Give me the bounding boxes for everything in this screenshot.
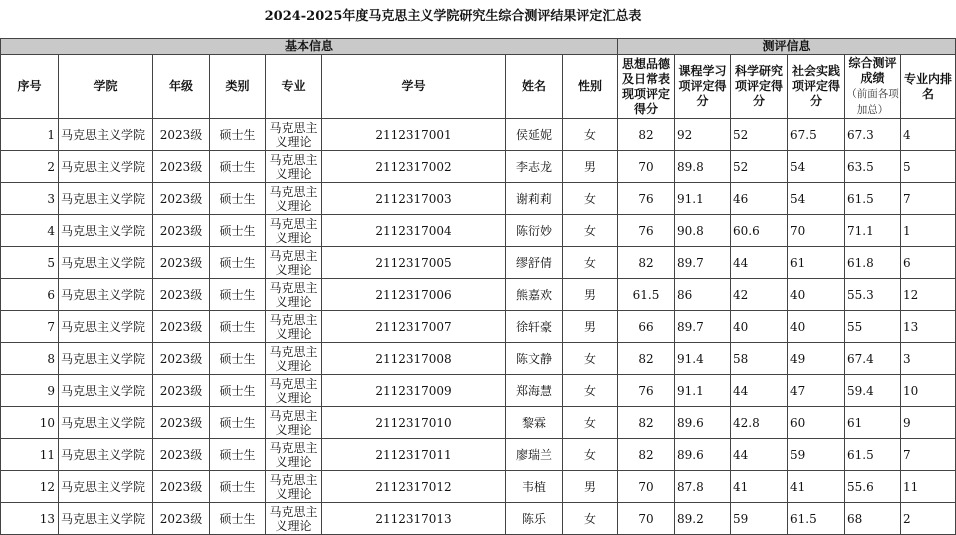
cell-category: 硕士生 (210, 343, 266, 375)
cell-moral: 66 (618, 311, 675, 343)
cell-major: 马克思主义理论 (266, 503, 322, 535)
cell-student-id: 2112317003 (322, 183, 506, 215)
cell-student-id: 2112317006 (322, 279, 506, 311)
cell-practice: 54 (788, 183, 845, 215)
cell-course: 89.2 (675, 503, 731, 535)
cell-major: 马克思主义理论 (266, 343, 322, 375)
section-eval-info: 测评信息 (618, 39, 956, 55)
table-row (1, 311, 956, 343)
cell-total: 71.1 (845, 215, 901, 247)
cell-seq: 13 (1, 503, 59, 535)
cell-name: 韦植 (506, 471, 563, 503)
cell-grade: 2023级 (153, 119, 210, 151)
cell-category: 硕士生 (210, 407, 266, 439)
cell-research: 60.6 (731, 215, 788, 247)
cell-gender: 女 (563, 439, 618, 471)
cell-practice: 67.5 (788, 119, 845, 151)
cell-total: 68 (845, 503, 901, 535)
cell-name: 廖瑞兰 (506, 439, 563, 471)
cell-major: 马克思主义理论 (266, 183, 322, 215)
cell-rank: 3 (901, 343, 956, 375)
cell-student-id: 2112317011 (322, 439, 506, 471)
cell-moral: 76 (618, 215, 675, 247)
cell-college: 马克思主义学院 (59, 279, 153, 311)
page-title: 2024-2025年度马克思主义学院研究生综合测评结果评定汇总表 (264, 9, 642, 24)
cell-gender: 女 (563, 215, 618, 247)
cell-gender: 男 (563, 471, 618, 503)
cell-total: 59.4 (845, 375, 901, 407)
col-header-name: 姓名 (506, 55, 563, 119)
cell-research: 44 (731, 439, 788, 471)
table-row (1, 279, 956, 311)
cell-practice: 59 (788, 439, 845, 471)
cell-course: 90.8 (675, 215, 731, 247)
col-header-research: 科学研究项评定得分 (731, 55, 788, 119)
cell-moral: 70 (618, 503, 675, 535)
cell-course: 89.8 (675, 151, 731, 183)
cell-category: 硕士生 (210, 151, 266, 183)
col-header-seq: 序号 (1, 55, 59, 119)
cell-total: 67.3 (845, 119, 901, 151)
table-row (1, 503, 956, 535)
cell-course: 92 (675, 119, 731, 151)
cell-grade: 2023级 (153, 215, 210, 247)
cell-rank: 7 (901, 439, 956, 471)
cell-practice: 61.5 (788, 503, 845, 535)
cell-gender: 女 (563, 343, 618, 375)
cell-course: 89.6 (675, 407, 731, 439)
cell-research: 41 (731, 471, 788, 503)
cell-student-id: 2112317008 (322, 343, 506, 375)
cell-name: 陈衍妙 (506, 215, 563, 247)
cell-rank: 12 (901, 279, 956, 311)
cell-major: 马克思主义理论 (266, 215, 322, 247)
table-row (1, 247, 956, 279)
cell-name: 陈乐 (506, 503, 563, 535)
cell-seq: 2 (1, 151, 59, 183)
cell-college: 马克思主义学院 (59, 471, 153, 503)
col-header-category: 类别 (210, 55, 266, 119)
cell-total: 63.5 (845, 151, 901, 183)
cell-name: 李志龙 (506, 151, 563, 183)
cell-grade: 2023级 (153, 247, 210, 279)
cell-category: 硕士生 (210, 375, 266, 407)
cell-moral: 76 (618, 183, 675, 215)
cell-moral: 82 (618, 119, 675, 151)
table-row (1, 471, 956, 503)
cell-seq: 10 (1, 407, 59, 439)
cell-practice: 40 (788, 311, 845, 343)
col-header-grade: 年级 (153, 55, 210, 119)
cell-course: 89.7 (675, 311, 731, 343)
col-header-rank: 专业内排名 (901, 55, 956, 119)
cell-grade: 2023级 (153, 279, 210, 311)
cell-course: 91.4 (675, 343, 731, 375)
cell-grade: 2023级 (153, 439, 210, 471)
cell-practice: 40 (788, 279, 845, 311)
cell-total: 61.5 (845, 439, 901, 471)
cell-student-id: 2112317001 (322, 119, 506, 151)
table-row (1, 407, 956, 439)
cell-category: 硕士生 (210, 247, 266, 279)
cell-rank: 11 (901, 471, 956, 503)
cell-grade: 2023级 (153, 503, 210, 535)
cell-research: 42.8 (731, 407, 788, 439)
cell-name: 郑海慧 (506, 375, 563, 407)
cell-category: 硕士生 (210, 215, 266, 247)
cell-rank: 2 (901, 503, 956, 535)
cell-major: 马克思主义理论 (266, 375, 322, 407)
cell-major: 马克思主义理论 (266, 119, 322, 151)
cell-name: 熊嘉欢 (506, 279, 563, 311)
cell-gender: 男 (563, 151, 618, 183)
cell-course: 87.8 (675, 471, 731, 503)
section-header-row (1, 39, 956, 55)
cell-research: 44 (731, 375, 788, 407)
col-header-college: 学院 (59, 55, 153, 119)
cell-major: 马克思主义理论 (266, 151, 322, 183)
cell-practice: 41 (788, 471, 845, 503)
cell-name: 侯延妮 (506, 119, 563, 151)
cell-moral: 82 (618, 439, 675, 471)
cell-research: 52 (731, 119, 788, 151)
cell-research: 46 (731, 183, 788, 215)
cell-seq: 1 (1, 119, 59, 151)
col-header-total (845, 55, 901, 119)
cell-research: 44 (731, 247, 788, 279)
cell-grade: 2023级 (153, 471, 210, 503)
cell-seq: 5 (1, 247, 59, 279)
cell-major: 马克思主义理论 (266, 247, 322, 279)
cell-grade: 2023级 (153, 343, 210, 375)
cell-rank: 7 (901, 183, 956, 215)
cell-rank: 6 (901, 247, 956, 279)
cell-research: 59 (731, 503, 788, 535)
cell-college: 马克思主义学院 (59, 311, 153, 343)
col-header-total-note: （前面各项加总） (846, 87, 899, 116)
table-row (1, 439, 956, 471)
cell-moral: 70 (618, 151, 675, 183)
summary-table (0, 38, 956, 535)
cell-rank: 13 (901, 311, 956, 343)
cell-moral: 82 (618, 343, 675, 375)
table-row (1, 215, 956, 247)
cell-practice: 70 (788, 215, 845, 247)
cell-moral: 76 (618, 375, 675, 407)
table-row (1, 119, 956, 151)
cell-category: 硕士生 (210, 503, 266, 535)
cell-total: 61 (845, 407, 901, 439)
cell-major: 马克思主义理论 (266, 439, 322, 471)
cell-college: 马克思主义学院 (59, 183, 153, 215)
cell-research: 52 (731, 151, 788, 183)
cell-college: 马克思主义学院 (59, 407, 153, 439)
cell-total: 55.6 (845, 471, 901, 503)
cell-grade: 2023级 (153, 407, 210, 439)
cell-total: 61.8 (845, 247, 901, 279)
cell-seq: 4 (1, 215, 59, 247)
cell-student-id: 2112317004 (322, 215, 506, 247)
cell-name: 徐轩豪 (506, 311, 563, 343)
cell-college: 马克思主义学院 (59, 119, 153, 151)
col-header-total-main: 综合测评成绩 (848, 55, 897, 85)
cell-moral: 70 (618, 471, 675, 503)
cell-moral: 61.5 (618, 279, 675, 311)
table-row (1, 183, 956, 215)
cell-course: 86 (675, 279, 731, 311)
cell-name: 缪舒倩 (506, 247, 563, 279)
cell-college: 马克思主义学院 (59, 439, 153, 471)
column-header-row (1, 55, 956, 119)
cell-student-id: 2112317010 (322, 407, 506, 439)
cell-moral: 82 (618, 407, 675, 439)
cell-rank: 4 (901, 119, 956, 151)
cell-seq: 8 (1, 343, 59, 375)
cell-college: 马克思主义学院 (59, 375, 153, 407)
cell-grade: 2023级 (153, 151, 210, 183)
col-header-practice: 社会实践项评定得分 (788, 55, 845, 119)
cell-name: 黎霖 (506, 407, 563, 439)
table-row (1, 343, 956, 375)
cell-rank: 9 (901, 407, 956, 439)
cell-practice: 47 (788, 375, 845, 407)
cell-seq: 12 (1, 471, 59, 503)
cell-rank: 10 (901, 375, 956, 407)
cell-total: 61.5 (845, 183, 901, 215)
cell-student-id: 2112317012 (322, 471, 506, 503)
cell-course: 91.1 (675, 375, 731, 407)
cell-category: 硕士生 (210, 183, 266, 215)
cell-name: 谢莉莉 (506, 183, 563, 215)
cell-college: 马克思主义学院 (59, 343, 153, 375)
cell-seq: 7 (1, 311, 59, 343)
cell-student-id: 2112317007 (322, 311, 506, 343)
section-basic-info: 基本信息 (1, 39, 618, 55)
cell-course: 91.1 (675, 183, 731, 215)
table-row (1, 375, 956, 407)
cell-grade: 2023级 (153, 375, 210, 407)
cell-moral: 82 (618, 247, 675, 279)
cell-gender: 女 (563, 375, 618, 407)
cell-major: 马克思主义理论 (266, 471, 322, 503)
cell-gender: 女 (563, 183, 618, 215)
cell-grade: 2023级 (153, 311, 210, 343)
cell-gender: 男 (563, 311, 618, 343)
cell-practice: 61 (788, 247, 845, 279)
cell-student-id: 2112317009 (322, 375, 506, 407)
cell-course: 89.6 (675, 439, 731, 471)
cell-research: 42 (731, 279, 788, 311)
cell-research: 40 (731, 311, 788, 343)
cell-gender: 男 (563, 279, 618, 311)
cell-category: 硕士生 (210, 471, 266, 503)
cell-name: 陈文静 (506, 343, 563, 375)
cell-rank: 5 (901, 151, 956, 183)
cell-research: 58 (731, 343, 788, 375)
cell-major: 马克思主义理论 (266, 279, 322, 311)
cell-college: 马克思主义学院 (59, 247, 153, 279)
cell-college: 马克思主义学院 (59, 151, 153, 183)
col-header-gender: 性别 (563, 55, 618, 119)
cell-practice: 54 (788, 151, 845, 183)
cell-category: 硕士生 (210, 279, 266, 311)
cell-seq: 3 (1, 183, 59, 215)
cell-seq: 9 (1, 375, 59, 407)
col-header-moral: 思想品德及日常表现项评定得分 (618, 55, 675, 119)
cell-total: 67.4 (845, 343, 901, 375)
cell-category: 硕士生 (210, 439, 266, 471)
cell-gender: 女 (563, 503, 618, 535)
cell-student-id: 2112317002 (322, 151, 506, 183)
cell-category: 硕士生 (210, 311, 266, 343)
col-header-student-id: 学号 (322, 55, 506, 119)
col-header-course: 课程学习项评定得分 (675, 55, 731, 119)
cell-grade: 2023级 (153, 183, 210, 215)
cell-gender: 女 (563, 247, 618, 279)
cell-category: 硕士生 (210, 119, 266, 151)
cell-student-id: 2112317013 (322, 503, 506, 535)
table-row (1, 151, 956, 183)
cell-gender: 女 (563, 119, 618, 151)
cell-major: 马克思主义理论 (266, 311, 322, 343)
cell-college: 马克思主义学院 (59, 215, 153, 247)
cell-total: 55.3 (845, 279, 901, 311)
cell-seq: 6 (1, 279, 59, 311)
cell-major: 马克思主义理论 (266, 407, 322, 439)
cell-student-id: 2112317005 (322, 247, 506, 279)
cell-total: 55 (845, 311, 901, 343)
cell-practice: 49 (788, 343, 845, 375)
cell-college: 马克思主义学院 (59, 503, 153, 535)
col-header-major: 专业 (266, 55, 322, 119)
cell-seq: 11 (1, 439, 59, 471)
cell-rank: 1 (901, 215, 956, 247)
cell-course: 89.7 (675, 247, 731, 279)
cell-practice: 60 (788, 407, 845, 439)
cell-gender: 女 (563, 407, 618, 439)
